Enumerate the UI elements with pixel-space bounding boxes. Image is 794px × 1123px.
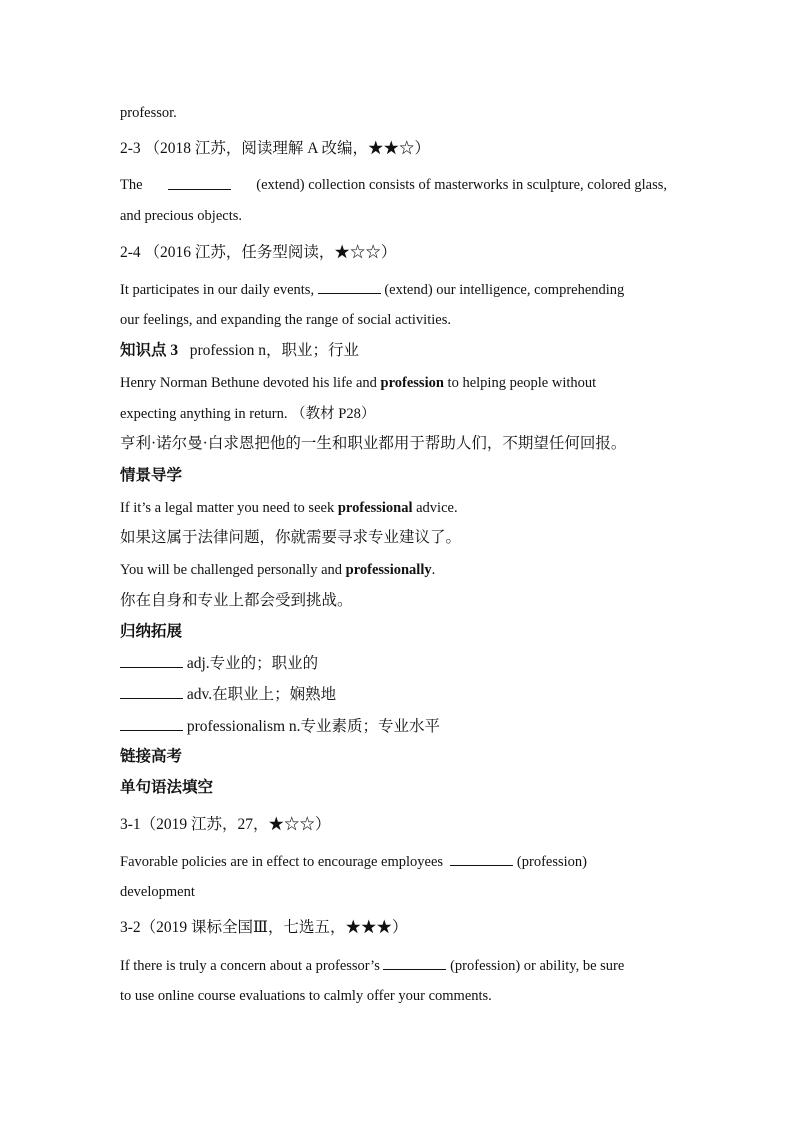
translation [120,434,626,454]
text: profession n，职业；行业 [189,342,359,359]
text-line [120,986,492,1006]
question-sentence [120,851,587,872]
question-heading-2-4 [120,243,396,263]
text: 2-4 （2016 江苏，任务型阅读，★☆☆） [120,244,397,261]
text: The [120,177,143,193]
answer-blank[interactable] [120,716,183,731]
text-line [120,404,375,424]
text: adv.在职业上；娴熟地 [186,686,337,703]
text: (profession) [516,854,587,870]
text: You will be challenged personally and [120,562,343,578]
example-sentence [120,560,435,580]
text: If there is truly a concern about a professor’s [120,958,380,974]
question-sentence [120,279,624,300]
text-line [120,882,195,902]
text: professor. [120,105,177,121]
text: professionalism n.专业素质；专业水平 [186,718,441,735]
text: our feelings, and expanding the range of social activities. [120,312,451,328]
text-line [120,103,177,123]
expansion-item [120,716,440,737]
section-heading [120,466,182,486]
keyword: profession [380,375,444,391]
text: development [120,884,195,900]
example-sentence [120,498,458,518]
keyword: professional [337,500,413,516]
text: to helping people without [447,375,597,391]
translation [120,528,461,548]
text-line [120,206,242,226]
text: 亨利·诺尔曼·白求恩把他的一生和职业都用于帮助人们，不期望任何回报。 [120,435,627,452]
translation [120,591,353,611]
question-heading-2-3 [120,139,430,159]
text: 2-3 （2018 江苏，阅读理解 A 改编，★★☆） [120,140,431,157]
text: It participates in our daily events, [120,282,315,298]
expansion-item [120,684,336,705]
answer-blank[interactable] [450,851,513,866]
text: advice. [416,500,458,516]
text: 单句语法填空 [120,779,214,796]
answer-blank[interactable] [120,653,183,668]
answer-blank[interactable] [168,175,231,190]
text: 3-1（2019 江苏，27，★☆☆） [120,816,331,833]
knowledge-point-heading [120,341,359,361]
text: 链接高考 [120,748,183,765]
text: 3-2（2019 课标全国Ⅲ，七选五，★★★） [120,919,408,936]
section-heading [120,778,213,798]
text: . [431,562,436,578]
text: and precious objects. [120,208,243,224]
text: adj.专业的；职业的 [186,655,319,672]
question-heading-3-1 [120,815,331,835]
text: expecting anything in return. （教材 P28） [120,406,376,422]
section-heading [120,747,182,767]
text: 如果这属于法律问题，你就需要寻求专业建议了。 [120,529,462,546]
expansion-item [120,653,318,674]
text: (profession) or ability, be sure [450,958,625,974]
question-heading-3-2 [120,918,408,938]
heading-label: 知识点 3 [120,342,179,359]
text: Henry Norman Bethune devoted his life and [120,375,377,391]
example-sentence [120,373,596,393]
text: 你在自身和专业上都会受到挑战。 [120,592,353,609]
answer-blank[interactable] [383,955,446,970]
section-heading [120,622,182,642]
text: 归纳拓展 [120,623,183,640]
question-sentence [120,955,624,976]
text-line [120,310,451,330]
question-sentence [120,175,667,195]
text: Favorable policies are in effect to encourage employees [120,854,444,870]
keyword: professionally [345,562,432,578]
text: If it’s a legal matter you need to seek [120,500,335,516]
answer-blank[interactable] [318,279,381,294]
text: 情景导学 [120,467,183,484]
answer-blank[interactable] [120,684,183,699]
text: (extend) collection consists of masterworks in sculpture, colored glass, [256,177,667,193]
text: (extend) our intelligence, comprehending [384,282,625,298]
text: to use online course evaluations to calmly offer your comments. [120,988,492,1004]
